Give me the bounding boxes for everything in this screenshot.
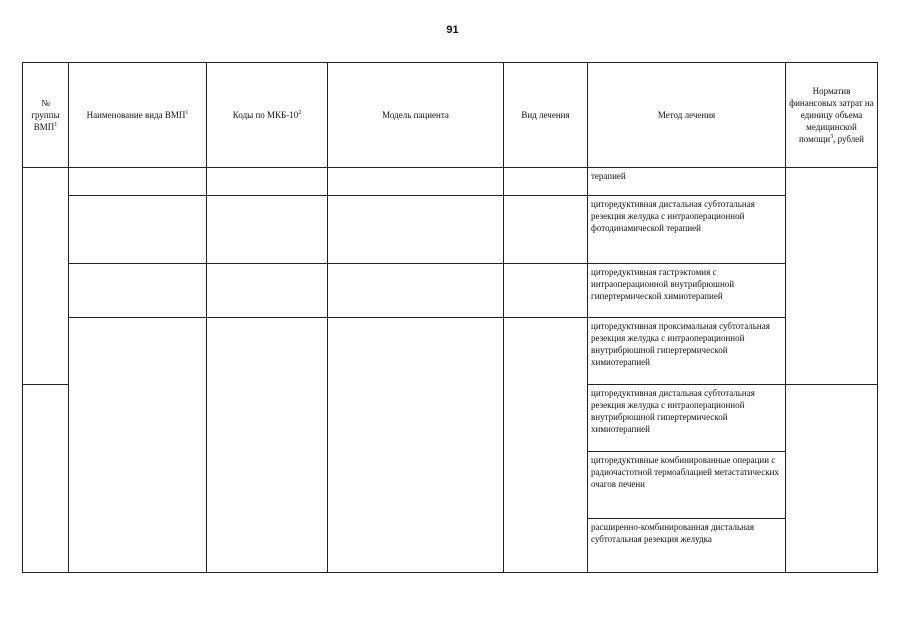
table-row xyxy=(23,264,878,318)
table-row xyxy=(23,168,878,196)
cell-method: терапией xyxy=(588,168,786,196)
cell-vmp-name xyxy=(69,318,207,573)
vmp-table xyxy=(22,62,878,573)
cell-method: циторедуктивная проксимальная субтотальная резекция желудка с интраоперационной внутрибрюшной гипертермической химиотерапией xyxy=(588,318,786,385)
cell-group-no xyxy=(23,168,69,385)
cell-group-no xyxy=(23,385,69,573)
cell-treatment-type xyxy=(504,196,588,264)
header-cost-norm: Норматив финансовых затрат на единицу объема медицинской помощи$^3$, рублей xyxy=(786,63,878,168)
header-group-no: № группы ВМП$^1$ xyxy=(23,63,69,168)
header-patient-model: Модель пациента xyxy=(328,63,504,168)
table-header-row xyxy=(23,63,878,168)
cell-method: циторедуктивные комбинированные операции с радиочастотной термоаблацией метастатических очагов печени xyxy=(588,452,786,519)
cell-icd-codes xyxy=(207,264,328,318)
cell-treatment-type xyxy=(504,264,588,318)
cell-vmp-name xyxy=(69,168,207,196)
cell-patient-model xyxy=(328,196,504,264)
cell-patient-model xyxy=(328,318,504,573)
cell-treatment-type xyxy=(504,318,588,573)
header-vmp-name: Наименование вида ВМП$^1$ xyxy=(69,63,207,168)
table-row xyxy=(23,318,878,385)
cell-icd-codes xyxy=(207,318,328,573)
cell-method: циторедуктивная дистальная субтотальная резекция желудка с интраоперационной фотодинамической терапией xyxy=(588,196,786,264)
table-row xyxy=(23,196,878,264)
page-number: 91 xyxy=(446,24,459,36)
cell-method: расширенно-комбинированная дистальная субтотальная резекция желудка xyxy=(588,519,786,573)
cell-vmp-name xyxy=(69,196,207,264)
cell-icd-codes xyxy=(207,196,328,264)
cell-cost-norm xyxy=(786,168,878,385)
header-icd-codes: Коды по МКБ-$10^2$ xyxy=(207,63,328,168)
cell-method: циторедуктивная дистальная субтотальная резекция желудка с интраоперационной внутрибрюшной гипертермической химиотерапией xyxy=(588,385,786,452)
cell-icd-codes xyxy=(207,168,328,196)
cell-patient-model xyxy=(328,168,504,196)
header-treatment-type: Вид лечения xyxy=(504,63,588,168)
header-treatment-method: Метод лечения xyxy=(588,63,786,168)
cell-treatment-type xyxy=(504,168,588,196)
cell-vmp-name xyxy=(69,264,207,318)
cell-cost-norm xyxy=(786,385,878,573)
cell-method: циторедуктивная гастрэктомия с интраоперационной внутрибрюшной гипертермической химиотерапией xyxy=(588,264,786,318)
cell-patient-model xyxy=(328,264,504,318)
